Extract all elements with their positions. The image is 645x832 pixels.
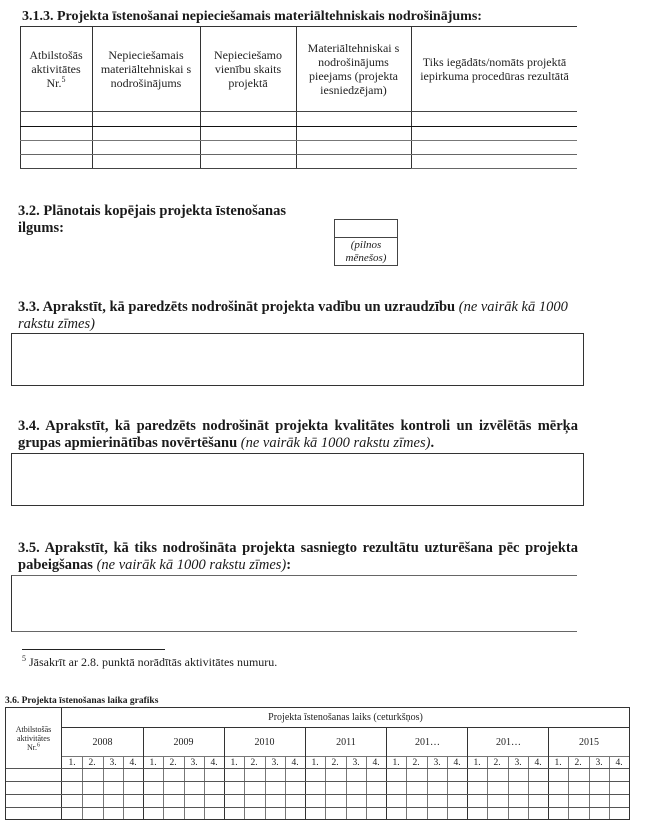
schedule-cell[interactable] — [204, 769, 224, 781]
section-35-suffix: : — [286, 557, 292, 573]
schedule-cell[interactable] — [163, 782, 183, 794]
schedule-cell[interactable] — [427, 808, 447, 820]
schedule-cell[interactable] — [447, 808, 467, 820]
schedule-cell[interactable] — [487, 782, 507, 794]
quarter-header: 4. — [372, 757, 380, 768]
schedule-cell[interactable] — [184, 808, 204, 820]
quarter-header: 3. — [109, 757, 117, 768]
schedule-cell[interactable] — [224, 795, 244, 807]
section-34-title-text: 3.4. Aprakstīt, kā paredzēts nodrošināt projekta kvalitātes kontroli un izvēlētās mērķa grupas apmierinātības novērtēšanu — [18, 418, 578, 451]
row-divider — [20, 168, 411, 169]
schedule-cell[interactable] — [244, 769, 264, 781]
header-procured: Tiks iegādāts/nomāts projektā iepirkuma procedūras rezultātā — [420, 55, 569, 83]
schedule-cell[interactable] — [548, 808, 568, 820]
section-33-note: (ne vairāk kā 1000 rakstu zīmes) — [18, 299, 568, 332]
schedule-cell[interactable] — [244, 782, 264, 794]
schedule-cell[interactable] — [447, 769, 467, 781]
year-header: 2010 — [254, 736, 275, 748]
quarter-header: 1. — [392, 757, 400, 768]
schedule-cell[interactable] — [568, 808, 588, 820]
schedule-table — [5, 707, 630, 820]
schedule-cell[interactable] — [224, 808, 244, 820]
table-cell-input[interactable] — [412, 112, 577, 126]
row-divider — [20, 154, 577, 155]
schedule-cell[interactable] — [244, 795, 264, 807]
year-header: 2015 — [579, 736, 599, 748]
header-unit-count: Nepieciešamo vienību skaits projektā — [214, 48, 282, 90]
schedule-cell[interactable] — [325, 808, 345, 820]
schedule-cell[interactable] — [366, 769, 386, 781]
quarter-header: 2. — [331, 757, 339, 768]
schedule-cell[interactable] — [123, 808, 143, 820]
year-header: 201… — [415, 736, 440, 748]
table-cell-input[interactable] — [297, 112, 411, 126]
quarter-header: 4. — [534, 757, 542, 768]
section-32-title-line: 3.2. Plānotais kopējais projekta īstenošanas — [18, 203, 287, 219]
header-activity-no — [20, 27, 92, 111]
schedule-cell[interactable] — [82, 769, 102, 781]
section-33-title-text: 3.3. Aprakstīt, kā paredzēts nodrošināt projekta vadību un uzraudzību — [18, 299, 456, 315]
schedule-cell[interactable] — [508, 782, 528, 794]
schedule-cell[interactable] — [609, 782, 629, 794]
year-header: 2009 — [173, 736, 194, 748]
schedule-cell[interactable] — [123, 782, 143, 794]
schedule-cell[interactable] — [224, 782, 244, 794]
quarter-header: 1. — [230, 757, 238, 768]
schedule-cell[interactable] — [143, 769, 163, 781]
year-header: 2008 — [92, 736, 113, 748]
schedule-cell[interactable] — [508, 808, 528, 820]
section-35-note: (ne vairāk kā 1000 rakstu zīmes) — [96, 557, 287, 573]
schedule-cell[interactable] — [62, 795, 82, 807]
quarter-header: 2. — [493, 757, 501, 768]
schedule-cell[interactable] — [244, 808, 264, 820]
schedule-cell[interactable] — [508, 769, 528, 781]
activity-no-input[interactable] — [6, 782, 61, 794]
section-33-title — [18, 299, 578, 333]
quarter-header: 4. — [291, 757, 299, 768]
section-32-title — [18, 203, 286, 237]
schedule-cell[interactable] — [163, 808, 183, 820]
schedule-cell[interactable] — [589, 795, 609, 807]
schedule-cell[interactable] — [143, 795, 163, 807]
schedule-cell[interactable] — [548, 782, 568, 794]
schedule-cell[interactable] — [62, 808, 82, 820]
schedule-cell[interactable] — [386, 795, 406, 807]
schedule-cell[interactable] — [568, 782, 588, 794]
quarter-header: 2. — [574, 757, 582, 768]
schedule-cell[interactable] — [427, 769, 447, 781]
schedule-cell[interactable] — [265, 795, 285, 807]
sustainability-textarea[interactable] — [11, 575, 577, 632]
schedule-cell[interactable] — [467, 795, 487, 807]
header-text: Nr. — [27, 742, 37, 752]
schedule-cell[interactable] — [487, 769, 507, 781]
schedule-cell[interactable] — [609, 769, 629, 781]
quarter-header: 3. — [595, 757, 603, 768]
schedule-cell[interactable] — [609, 795, 629, 807]
schedule-cell[interactable] — [184, 782, 204, 794]
schedule-cell[interactable] — [224, 769, 244, 781]
schedule-cell[interactable] — [609, 808, 629, 820]
schedule-cell[interactable] — [346, 782, 366, 794]
row-divider — [411, 168, 577, 169]
quarter-header: 2. — [412, 757, 420, 768]
schedule-cell[interactable] — [62, 769, 82, 781]
schedule-cell[interactable] — [82, 782, 102, 794]
schedule-cell[interactable] — [528, 795, 548, 807]
header-duration-quarters: Projekta īstenošanas laiks (ceturkšņos) — [268, 712, 423, 723]
schedule-cell[interactable] — [123, 769, 143, 781]
header-activity-no — [6, 708, 61, 768]
activity-no-input[interactable] — [6, 769, 61, 781]
schedule-cell[interactable] — [366, 808, 386, 820]
schedule-cell[interactable] — [143, 808, 163, 820]
year-header: 201… — [496, 736, 521, 748]
duration-divider — [335, 237, 397, 238]
section-32-title-line: ilgums: — [18, 220, 64, 236]
header-available: Materiāltehniskai s nodrošinājums pieejams (projekta iesniedzējam) — [307, 41, 400, 97]
schedule-cell[interactable] — [548, 795, 568, 807]
schedule-cell[interactable] — [103, 795, 123, 807]
header-text: Atbilstošās — [15, 724, 52, 734]
schedule-cell[interactable] — [568, 795, 588, 807]
schedule-cell[interactable] — [163, 769, 183, 781]
schedule-cell[interactable] — [184, 769, 204, 781]
footnote-ref: 5 — [61, 75, 66, 84]
schedule-cell[interactable] — [589, 808, 609, 820]
schedule-cell[interactable] — [285, 782, 305, 794]
row-divider — [20, 126, 577, 127]
quarter-header: 4. — [453, 757, 461, 768]
schedule-cell[interactable] — [528, 782, 548, 794]
schedule-cell[interactable] — [406, 795, 426, 807]
schedule-cell[interactable] — [386, 808, 406, 820]
quality-control-textarea[interactable] — [11, 453, 584, 506]
schedule-cell[interactable] — [285, 808, 305, 820]
table-cell-input[interactable] — [21, 112, 92, 126]
schedule-cell[interactable] — [163, 795, 183, 807]
schedule-cell[interactable] — [447, 795, 467, 807]
schedule-cell[interactable] — [346, 769, 366, 781]
schedule-cell[interactable] — [548, 769, 568, 781]
quarter-header: 4. — [210, 757, 218, 768]
footnote-number: 5 — [22, 654, 26, 663]
footnote-ref: 6 — [37, 741, 40, 748]
schedule-cell[interactable] — [184, 795, 204, 807]
quarter-header: 3. — [514, 757, 522, 768]
quarter-header: 1. — [311, 757, 319, 768]
activity-no-input[interactable] — [6, 795, 61, 807]
schedule-cell[interactable] — [467, 782, 487, 794]
section-35-title-text: 3.5. Aprakstīt, kā tiks nodrošināta projekta sasniegto rezultātu uzturēšana pēc projekta pabeigšanas — [18, 540, 578, 573]
schedule-cell[interactable] — [447, 782, 467, 794]
schedule-cell[interactable] — [386, 782, 406, 794]
schedule-cell[interactable] — [305, 808, 325, 820]
schedule-cell[interactable] — [508, 795, 528, 807]
schedule-cell[interactable] — [406, 769, 426, 781]
schedule-cell[interactable] — [487, 808, 507, 820]
footnote-separator — [22, 649, 165, 650]
row-divider — [6, 794, 629, 795]
duration-box — [334, 219, 398, 266]
activity-no-input[interactable] — [6, 808, 61, 820]
schedule-cell[interactable] — [123, 795, 143, 807]
schedule-cell[interactable] — [325, 782, 345, 794]
schedule-cell[interactable] — [406, 808, 426, 820]
schedule-cell[interactable] — [265, 782, 285, 794]
quarter-header: 1. — [554, 757, 562, 768]
schedule-cell[interactable] — [103, 808, 123, 820]
schedule-cell[interactable] — [528, 769, 548, 781]
row-divider — [6, 781, 629, 782]
schedule-cell[interactable] — [103, 782, 123, 794]
schedule-cell[interactable] — [204, 795, 224, 807]
schedule-cell[interactable] — [467, 808, 487, 820]
section-34-suffix: . — [430, 435, 435, 451]
quarter-header: 1. — [68, 757, 76, 768]
schedule-cell[interactable] — [427, 795, 447, 807]
schedule-cell[interactable] — [325, 769, 345, 781]
section-313-title: 3.1.3. Projekta īstenošanai nepieciešamais materiāltehniskais nodrošinājums: — [22, 9, 482, 24]
schedule-cell[interactable] — [467, 769, 487, 781]
schedule-cell[interactable] — [346, 808, 366, 820]
schedule-cell[interactable] — [346, 795, 366, 807]
schedule-cell[interactable] — [265, 808, 285, 820]
schedule-cell[interactable] — [305, 795, 325, 807]
table-cell-input[interactable] — [93, 112, 200, 126]
row-divider — [6, 768, 629, 769]
schedule-cell[interactable] — [589, 782, 609, 794]
schedule-cell[interactable] — [82, 795, 102, 807]
header-text: aktivitātes — [17, 733, 50, 743]
quarter-header: 1. — [149, 757, 157, 768]
quarter-header: 3. — [190, 757, 198, 768]
schedule-cell[interactable] — [204, 782, 224, 794]
management-description-textarea[interactable] — [11, 333, 584, 386]
quarter-header: 4. — [615, 757, 623, 768]
schedule-cell[interactable] — [528, 808, 548, 820]
section-34-note: (ne vairāk kā 1000 rakstu zīmes) — [240, 435, 431, 451]
schedule-cell[interactable] — [103, 769, 123, 781]
schedule-cell[interactable] — [366, 795, 386, 807]
schedule-cell[interactable] — [427, 782, 447, 794]
schedule-cell[interactable] — [82, 808, 102, 820]
schedule-cell[interactable] — [366, 782, 386, 794]
schedule-cell[interactable] — [305, 769, 325, 781]
footnote-text: Jāsakrīt ar 2.8. punktā norādītās aktivitātes numuru. — [29, 655, 278, 669]
schedule-cell[interactable] — [589, 769, 609, 781]
quarter-header: 2. — [250, 757, 258, 768]
quarter-header: 3. — [433, 757, 441, 768]
year-header: 2011 — [336, 736, 356, 748]
schedule-cell[interactable] — [386, 769, 406, 781]
schedule-cell[interactable] — [265, 769, 285, 781]
header-text: aktivitātes — [31, 62, 81, 76]
table-cell-input[interactable] — [201, 112, 296, 126]
quarter-header: 2. — [169, 757, 177, 768]
schedule-cell[interactable] — [285, 769, 305, 781]
header-required-material: Nepieciešamais materiāltehniskai s nodrošinājums — [100, 48, 192, 90]
schedule-cell[interactable] — [325, 795, 345, 807]
quarter-header: 3. — [352, 757, 360, 768]
duration-months-input[interactable] — [335, 220, 397, 237]
row-divider — [20, 140, 577, 141]
schedule-cell[interactable] — [285, 795, 305, 807]
header-text: Atbilstošās — [29, 48, 83, 62]
quarter-header: 2. — [88, 757, 96, 768]
section-35-title — [18, 540, 578, 574]
header-text: Nr. — [46, 76, 62, 90]
schedule-cell[interactable] — [305, 782, 325, 794]
section-36-title: 3.6. Projekta īstenošanas laika grafiks — [5, 696, 159, 706]
schedule-cell[interactable] — [143, 782, 163, 794]
footnote — [22, 655, 277, 669]
material-table — [20, 26, 577, 169]
schedule-cell[interactable] — [204, 808, 224, 820]
schedule-cell[interactable] — [406, 782, 426, 794]
schedule-cell[interactable] — [487, 795, 507, 807]
quarter-header: 3. — [271, 757, 279, 768]
quarter-header: 1. — [473, 757, 481, 768]
schedule-cell[interactable] — [568, 769, 588, 781]
schedule-cell[interactable] — [62, 782, 82, 794]
section-34-title — [18, 418, 578, 452]
duration-unit-label: (pilnos mēnešos) — [345, 239, 387, 264]
quarter-header: 4. — [129, 757, 137, 768]
row-divider — [6, 807, 629, 808]
